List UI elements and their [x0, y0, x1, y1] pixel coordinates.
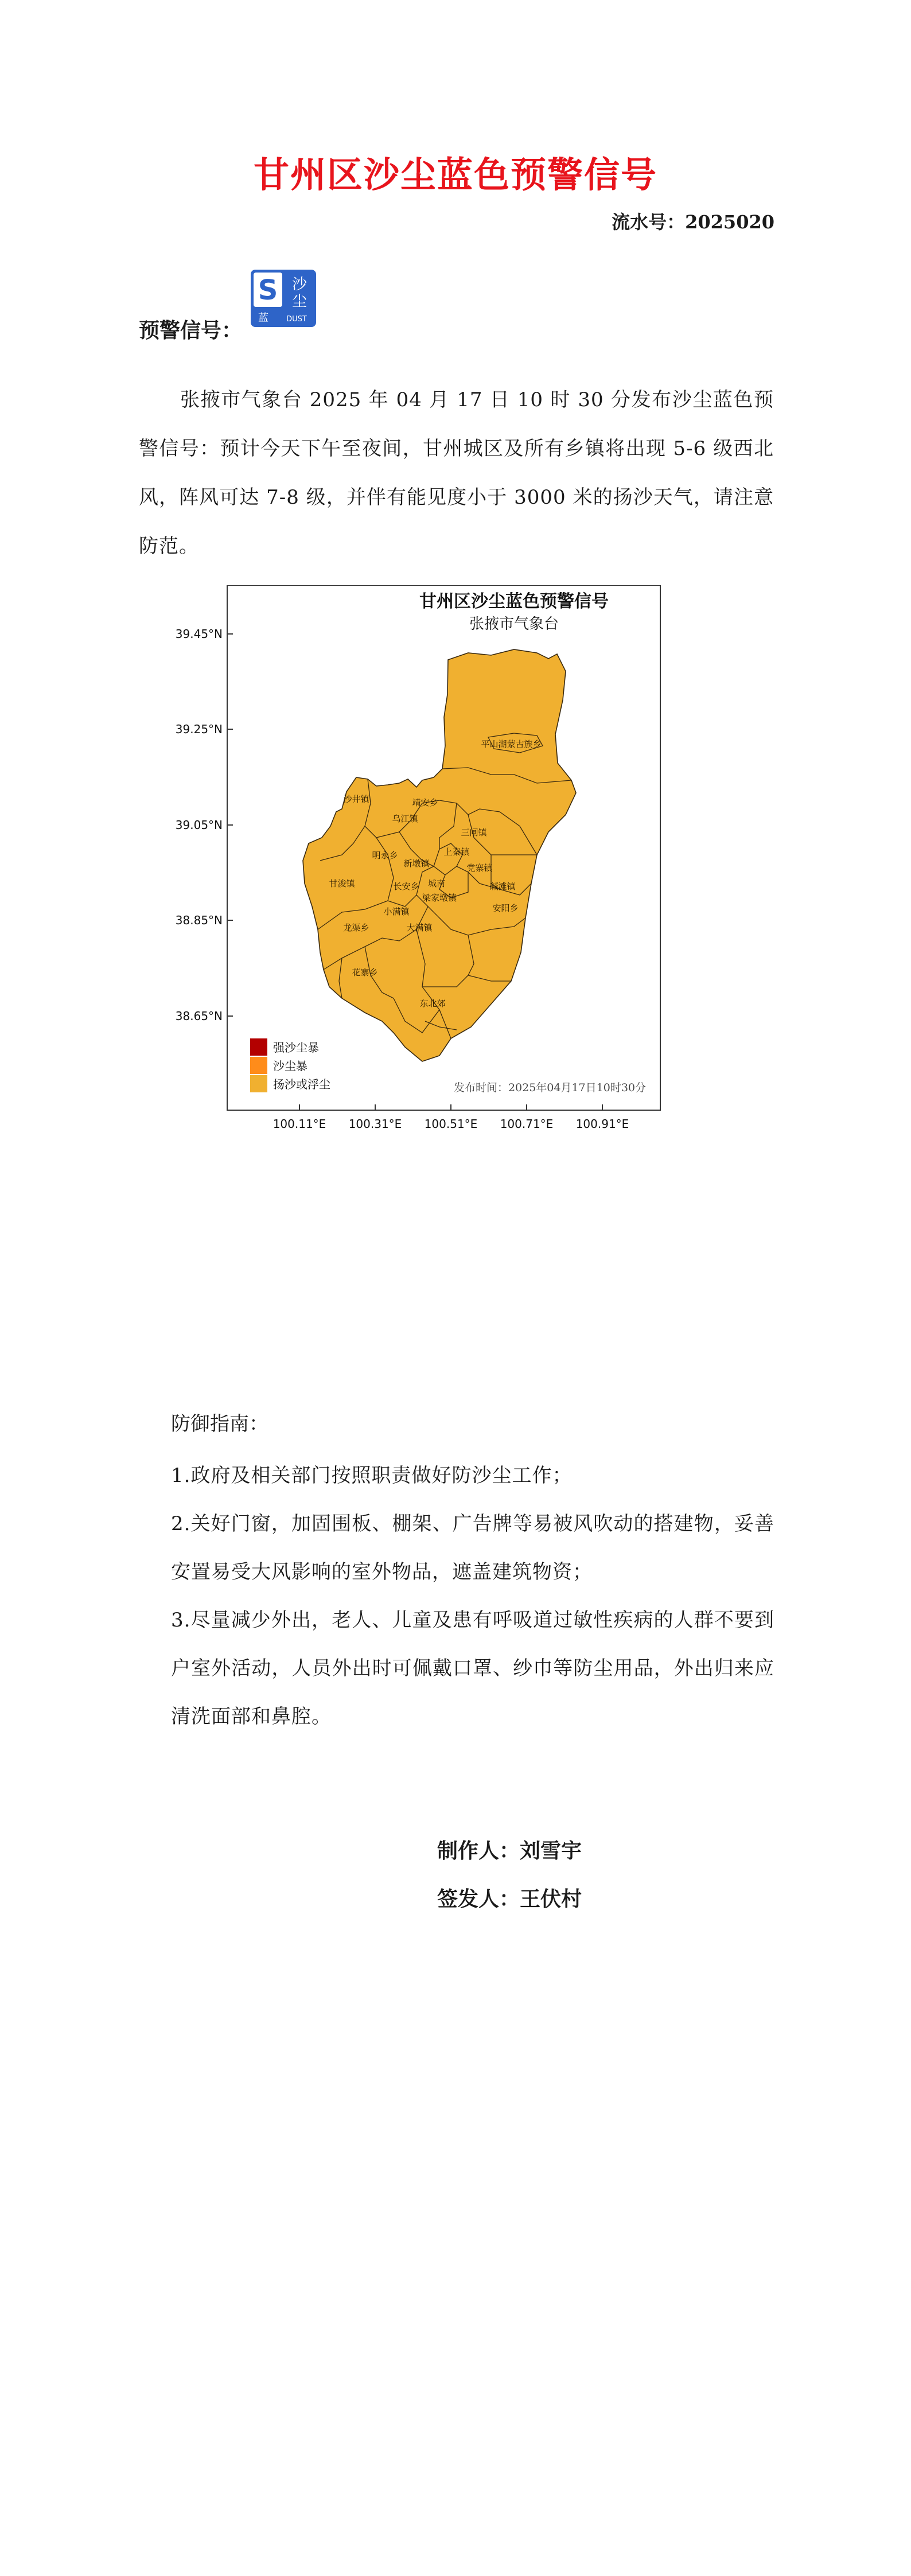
lon-label: 100.11°E: [272, 1117, 326, 1130]
map-issue-time: 发布时间：2025年04月17日10时30分: [453, 1081, 646, 1094]
warning-map: [170, 585, 663, 1130]
guide-item: 2.关好门窗，加固围板、棚架、广告牌等易被风吹动的搭建物，妥善安置易受大风影响的室外物品，遮盖建筑物资；: [171, 1512, 774, 1583]
guide-title: 防御指南：: [171, 1412, 268, 1435]
town-label: 乌江镇: [392, 814, 418, 824]
svg-text:S: S: [258, 274, 278, 306]
legend-swatch: [250, 1038, 267, 1056]
town-label: 党寨镇: [466, 863, 493, 873]
lon-label: 100.71°E: [500, 1117, 554, 1130]
town-label: 梁家墩镇: [422, 893, 457, 903]
guide-item: 1.政府及相关部门按照职责做好防沙尘工作；: [171, 1464, 573, 1487]
lon-label: 100.51°E: [424, 1117, 478, 1130]
town-label: 明永乡: [372, 850, 398, 861]
icon-text-en: DUST: [286, 315, 307, 324]
legend-swatch: [250, 1075, 267, 1092]
guide-item: 3.尽量减少外出，老人、儿童及患有呼吸道过敏性疾病的人群不要到户室外活动，人员外出时可佩戴口罩、纱巾等防尘用品，外出归来应清洗面部和鼻腔。: [171, 1609, 774, 1728]
town-label: 靖安乡: [412, 797, 438, 808]
lon-ticks: [273, 1117, 629, 1130]
town-label: 上秦镇: [443, 847, 470, 857]
town-label: 安阳乡: [492, 903, 519, 913]
town-label: 东北郊: [419, 998, 446, 1009]
maker-signature: 制作人：刘雪宇: [437, 1839, 582, 1863]
legend-label: 扬沙或浮尘: [273, 1077, 330, 1091]
issuer-signature: 签发人：王伏村: [437, 1888, 582, 1911]
town-label: 龙渠乡: [343, 923, 369, 933]
guide-list: [171, 1452, 774, 1741]
legend-label: 沙尘暴: [273, 1059, 307, 1073]
legend-swatch: [250, 1057, 267, 1074]
town-label: 甘浚镇: [329, 878, 355, 889]
map-subtitle: 张掖市气象台: [469, 616, 559, 633]
icon-text-blue: 蓝: [258, 312, 268, 324]
lat-label: 39.25°N: [175, 722, 223, 736]
lat-label: 38.85°N: [175, 913, 223, 927]
legend-label: 强沙尘暴: [273, 1041, 319, 1054]
town-label: 新墩镇: [403, 858, 430, 869]
icon-text-bottom: 尘: [291, 293, 307, 310]
town-label: 大满镇: [406, 923, 433, 933]
town-label: 小满镇: [383, 906, 410, 917]
lat-label: 38.65°N: [175, 1009, 223, 1023]
lat-ticks: [176, 627, 223, 1023]
lat-label: 39.45°N: [175, 627, 223, 641]
lon-label: 100.31°E: [348, 1117, 402, 1130]
page-title: 甘州区沙尘蓝色预警信号: [253, 154, 657, 196]
town-label: 碱滩镇: [489, 881, 516, 892]
town-label: 三闸镇: [461, 827, 487, 838]
town-label: 花寨乡: [352, 967, 378, 978]
serial-number: 流水号：2025020: [612, 211, 774, 233]
icon-text-top: 沙: [291, 276, 307, 293]
map-title: 甘州区沙尘蓝色预警信号: [419, 592, 609, 612]
lat-label: 39.05°N: [175, 818, 223, 832]
warning-body-text: 张掖市气象台 2025 年 04 月 17 日 10 时 30 分发布沙尘蓝色预警信号：预计今天下午至夜间，甘州城区及所有乡镇将出现 5-6 级西北风，阵风可达 7-8 级，并伴有能见度小于 3000 米的扬沙天气，请注意防范。: [139, 388, 774, 558]
sand-dust-blue-icon: [251, 270, 316, 327]
signal-label: 预警信号：: [139, 319, 243, 343]
town-label: 长安乡: [393, 881, 419, 892]
lon-label: 100.91°E: [575, 1117, 629, 1130]
town-label: 平山湖蒙古族乡: [481, 739, 542, 749]
town-label: 沙井镇: [343, 794, 369, 804]
town-label: 城南: [427, 878, 446, 889]
